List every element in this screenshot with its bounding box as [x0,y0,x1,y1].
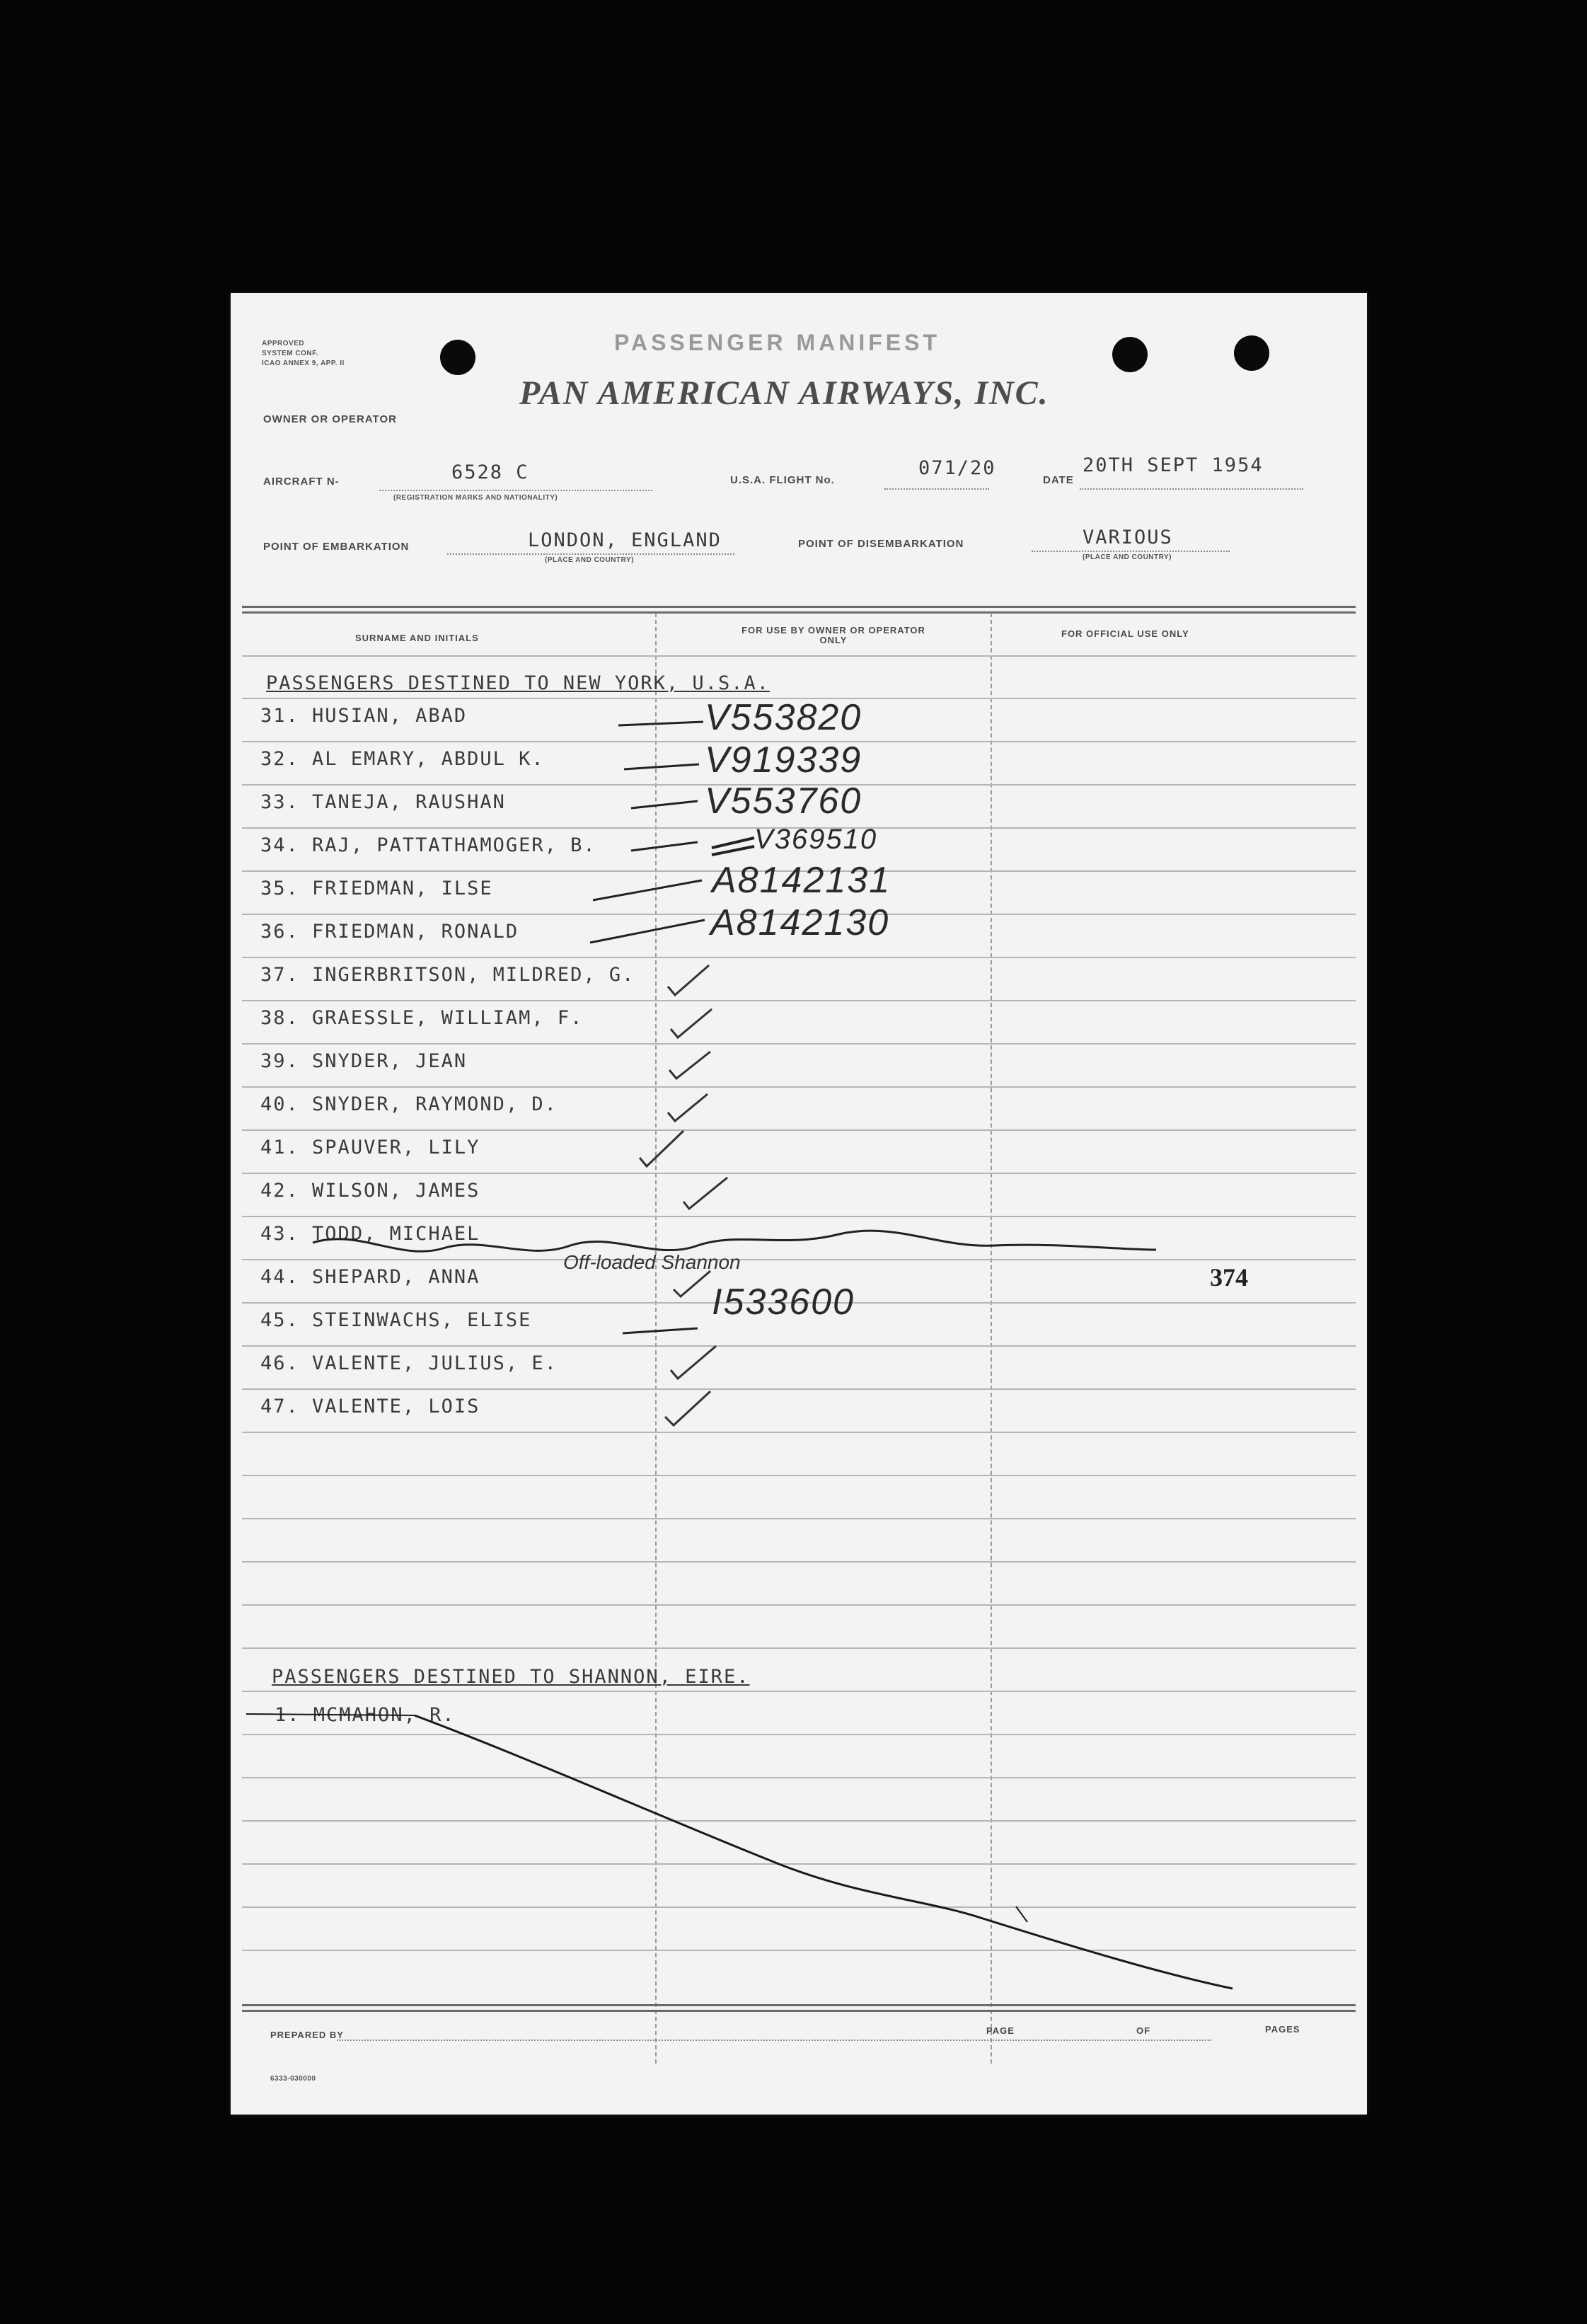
embarkation-value: LONDON, ENGLAND [528,529,722,551]
punch-hole-left [440,340,475,375]
passenger-row [260,1007,583,1029]
passenger-number: 37. [260,964,299,986]
passenger-name: VALENTE, LOIS [312,1396,480,1417]
embarkation-caption: (PLACE AND COUNTRY) [545,556,634,564]
row-rule [242,1043,1356,1045]
row-rule [242,1259,1356,1260]
row-rule [242,1777,1356,1778]
row-rule [242,1000,1356,1001]
row-rule [242,1388,1356,1390]
flight-value: 071/20 [918,457,996,479]
passenger-name: FRIEDMAN, RONALD [312,921,519,943]
passenger-row [260,1309,531,1331]
column-divider-1 [655,613,657,2064]
official-number: 374 [1210,1263,1248,1292]
row-rule [242,1432,1356,1433]
passport-number: A8142130 [710,902,890,943]
aircraft-value: 6528 C [451,461,529,483]
flight-label: U.S.A. FLIGHT No. [730,474,835,486]
aircraft-underline [379,490,652,491]
passenger-number: 45. [260,1309,299,1331]
row-rule [242,1950,1356,1951]
aircraft-caption: (REGISTRATION MARKS AND NATIONALITY) [393,494,558,502]
page-label: PAGE [986,2025,1015,2036]
passenger-name: SHEPARD, ANNA [312,1266,480,1288]
passenger-row [260,878,493,899]
passenger-name: GRAESSLE, WILLIAM, F. [312,1007,584,1029]
passenger-number: 46. [260,1352,299,1374]
passenger-name: TODD, MICHAEL [312,1223,480,1245]
passenger-number: 36. [260,921,299,943]
passport-number: V919339 [705,740,862,781]
shannon-passenger-number: 1. [275,1704,301,1726]
form-number: 6333-030000 [270,2075,316,2083]
date-underline [1080,488,1303,490]
passenger-number: 41. [260,1137,299,1158]
disembarkation-label: POINT OF DISEMBARKATION [798,538,964,550]
table-bottom-rule [242,2004,1356,2012]
passenger-row [260,834,596,856]
passenger-row [260,791,506,813]
passenger-row [260,964,635,986]
disembarkation-caption: (PLACE AND COUNTRY) [1083,553,1172,561]
row-rule [242,1518,1356,1519]
date-value: 20TH SEPT 1954 [1083,454,1264,476]
company-name: PAN AMERICAN AIRWAYS, INC. [519,374,1049,412]
passenger-row [260,1050,467,1072]
passenger-row [260,1266,480,1288]
passport-number: V553820 [705,697,862,738]
row-rule [242,957,1356,958]
passenger-row [260,921,519,943]
row-rule [242,1734,1356,1735]
passenger-number: 34. [260,834,299,856]
passenger-name: SPAUVER, LILY [312,1137,480,1158]
approval-line-1: APPROVED [262,340,305,347]
disembarkation-underline [1032,551,1230,552]
flight-underline [884,488,989,490]
row-rule [242,1129,1356,1131]
row-rule [242,1216,1356,1217]
passenger-number: 32. [260,748,299,770]
passenger-number: 33. [260,791,299,813]
passenger-name: WILSON, JAMES [312,1180,480,1202]
row-rule [242,1820,1356,1822]
passenger-number: 42. [260,1180,299,1202]
handwritten-marks [231,293,1367,2115]
passenger-row [260,705,467,727]
date-label: DATE [1043,474,1074,486]
table-top-rule [242,606,1356,614]
passenger-number: 31. [260,705,299,727]
passenger-row [260,1223,480,1245]
column-header-official: FOR OFFICIAL USE ONLY [1061,628,1189,639]
row-rule [242,1345,1356,1347]
prepared-by-underline [337,2040,1211,2041]
of-label: OF [1136,2025,1151,2036]
passenger-row [260,1180,480,1202]
passport-number: V553760 [705,781,862,822]
prepared-by-label: PREPARED BY [270,2030,344,2040]
pages-label: PAGES [1265,2024,1300,2035]
passenger-name: INGERBRITSON, MILDRED, G. [312,964,635,986]
section-heading-new-york: PASSENGERS DESTINED TO NEW YORK, U.S.A. [266,672,770,694]
passenger-row [260,1352,558,1374]
passenger-row [260,1396,480,1417]
passenger-name: FRIEDMAN, ILSE [312,878,493,899]
passenger-name: SNYDER, RAYMOND, D. [312,1093,558,1115]
embarkation-underline [447,553,734,555]
disembarkation-value: VARIOUS [1083,527,1173,548]
passenger-number: 39. [260,1050,299,1072]
punch-hole-right-2 [1234,335,1269,371]
passenger-row [260,748,545,770]
row-rule [242,1906,1356,1908]
row-rule [242,1561,1356,1563]
manifest-sheet [231,293,1367,2115]
passport-number: I533600 [712,1282,855,1323]
passenger-number: 38. [260,1007,299,1029]
row-rule [242,1086,1356,1088]
passenger-number: 44. [260,1266,299,1288]
embarkation-label: POINT OF EMBARKATION [263,541,410,553]
passenger-name: TANEJA, RAUSHAN [312,791,506,813]
passenger-name: VALENTE, JULIUS, E. [312,1352,558,1374]
shannon-passenger [275,1704,456,1726]
column-divider-2 [991,613,992,2064]
owner-label: OWNER OR OPERATOR [263,413,397,425]
row-rule [242,1691,1356,1692]
passport-number: A8142131 [712,860,891,901]
offloaded-note: Off-loaded Shannon [563,1251,741,1273]
passenger-number: 40. [260,1093,299,1115]
header-bottom-rule [242,655,1356,657]
punch-hole-right-1 [1112,337,1148,372]
shannon-passenger-name: MCMAHON, R. [313,1704,456,1726]
passenger-name: SNYDER, JEAN [312,1050,468,1072]
row-rule [242,1173,1356,1174]
passenger-name: RAJ, PATTATHAMOGER, B. [312,834,596,856]
form-title: PASSENGER MANIFEST [614,330,940,355]
passenger-row [260,1137,480,1158]
approval-line-2: SYSTEM CONF. [262,350,318,357]
approval-line-3: ICAO ANNEX 9, APP. II [262,359,345,367]
passenger-name: AL EMARY, ABDUL K. [312,748,545,770]
passenger-name: HUSIAN, ABAD [312,705,468,727]
aircraft-label: AIRCRAFT N- [263,476,340,488]
column-header-owner: FOR USE BY OWNER OR OPERATOR ONLY [741,625,925,645]
column-header-surname: SURNAME AND INITIALS [355,633,479,643]
section-heading-shannon: PASSENGERS DESTINED TO SHANNON, EIRE. [272,1666,750,1688]
row-rule [242,1863,1356,1865]
passenger-name: STEINWACHS, ELISE [312,1309,532,1331]
passenger-row [260,1093,558,1115]
passport-number: V369510 [754,824,878,855]
passenger-number: 35. [260,878,299,899]
row-rule [242,1475,1356,1476]
passenger-number: 47. [260,1396,299,1417]
row-rule [242,1647,1356,1649]
row-rule [242,1604,1356,1606]
passenger-number: 43. [260,1223,299,1245]
